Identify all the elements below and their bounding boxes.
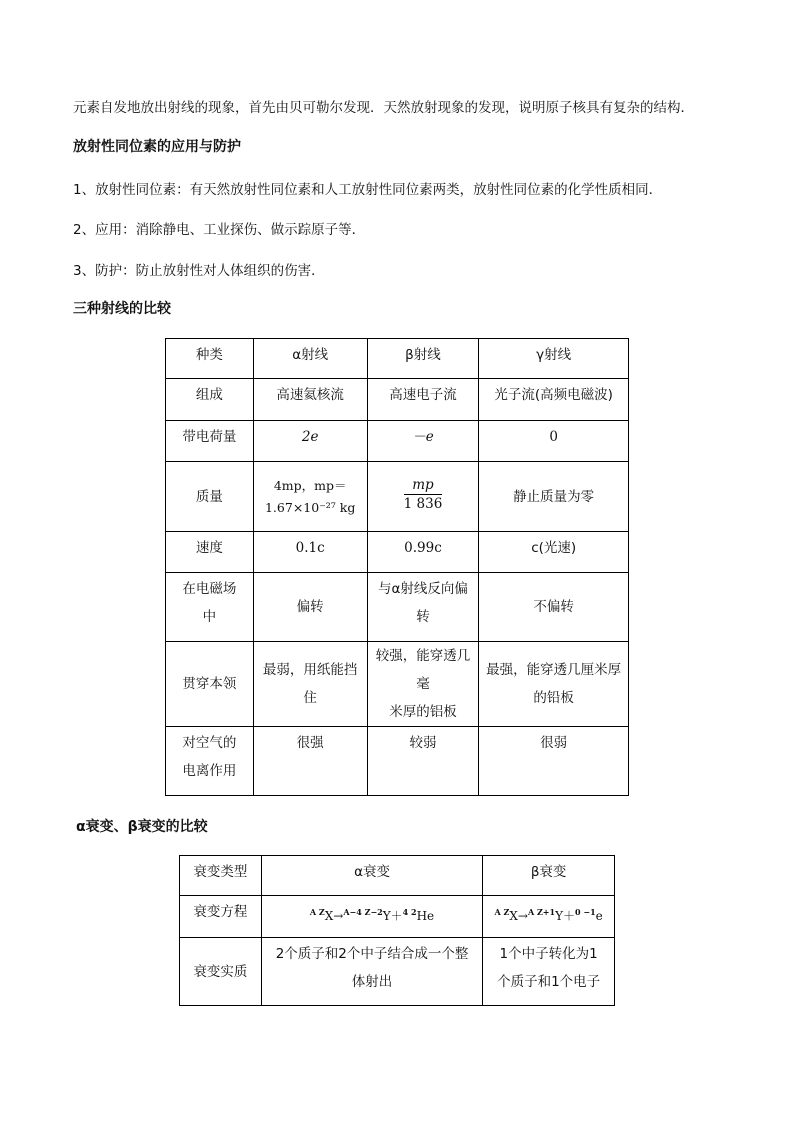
equation-term: X→ bbox=[509, 909, 528, 923]
cell-line: 较强，能穿透几毫 bbox=[375, 648, 471, 692]
row-label: 衰变实质 bbox=[180, 938, 262, 1006]
alpha-decay-equation bbox=[261, 896, 482, 938]
cell-line: 在电磁场 bbox=[182, 581, 237, 597]
cell-line: 米厚的铝板 bbox=[389, 704, 457, 720]
cell-alpha: 0.1c bbox=[253, 532, 367, 573]
cell-line: 2个质子和2个中子结合成一个整 bbox=[275, 946, 469, 962]
cell-gamma: 光子流(高频电磁波) bbox=[479, 379, 629, 421]
list-item-isotopes-def: 1、放射性同位素：有天然放射性同位素和人工放射性同位素两类，放射性同位素的化学性质相同． bbox=[73, 182, 663, 198]
cell-alpha-decay bbox=[261, 938, 482, 1006]
cell-gamma bbox=[479, 642, 629, 727]
cell-gamma: 很弱 bbox=[479, 727, 629, 796]
equation-term: X→ bbox=[324, 909, 344, 923]
header-cell-kind: 种类 bbox=[166, 339, 254, 379]
table-row-charge bbox=[166, 421, 629, 462]
row-label: 组成 bbox=[166, 379, 254, 421]
cell-line: 1.67×10⁻²⁷ kg bbox=[264, 499, 356, 515]
cell-line: 1个中子转化为1 bbox=[499, 946, 598, 962]
superscript: A Z bbox=[494, 907, 510, 917]
row-label: 衰变方程 bbox=[180, 896, 262, 938]
table-row-equation bbox=[180, 896, 615, 938]
row-label bbox=[166, 573, 254, 642]
header-cell-alpha-decay: α衰变 bbox=[261, 856, 482, 896]
cell-alpha: 偏转 bbox=[253, 573, 367, 642]
header-cell-gamma: γ射线 bbox=[479, 339, 629, 379]
cell-beta bbox=[367, 642, 479, 727]
row-label: 速度 bbox=[166, 532, 254, 573]
cell-line: 体射出 bbox=[351, 974, 393, 990]
mass-fraction bbox=[404, 476, 443, 513]
cell-line: 最弱，用纸能挡 bbox=[262, 662, 358, 678]
table-header-row bbox=[166, 339, 629, 379]
section-heading-isotopes: 放射性同位素的应用与防护 bbox=[73, 139, 241, 155]
cell-line: 个质子和1个电子 bbox=[497, 974, 601, 990]
superscript: 4 2 bbox=[402, 907, 417, 917]
section-heading-rays: 三种射线的比较 bbox=[73, 301, 171, 317]
cell-gamma: 0 bbox=[479, 421, 629, 462]
cell-line: 4mp，mp＝ bbox=[273, 477, 347, 493]
row-label: 质量 bbox=[166, 462, 254, 532]
equation-term: Y＋ bbox=[382, 909, 403, 923]
fraction-numerator: mp bbox=[404, 476, 443, 495]
intro-paragraph: 元素自发地放出射线的现象，首先由贝可勒尔发现．天然放射现象的发现，说明原子核具有复杂的结构． bbox=[73, 100, 694, 116]
superscript: A Z bbox=[309, 907, 325, 917]
rays-comparison-table bbox=[165, 338, 629, 796]
cell-alpha: 很强 bbox=[253, 727, 367, 796]
table-row-penetration bbox=[166, 642, 629, 727]
cell-beta: 0.99c bbox=[367, 532, 479, 573]
cell-gamma: 不偏转 bbox=[479, 573, 629, 642]
cell-beta-decay bbox=[483, 938, 615, 1006]
list-item-protection: 3、防护：防止放射性对人体组织的伤害． bbox=[73, 263, 325, 279]
cell-line: 对空气的 bbox=[182, 735, 237, 751]
superscript: A−4 Z−2 bbox=[343, 907, 383, 917]
equation-term: Y＋ bbox=[555, 909, 576, 923]
cell-line: 住 bbox=[303, 690, 317, 706]
table-row-composition bbox=[166, 379, 629, 421]
table-header-row bbox=[180, 856, 615, 896]
table-row-essence bbox=[180, 938, 615, 1006]
cell-line: 中 bbox=[202, 609, 217, 625]
row-label bbox=[166, 727, 254, 796]
cell-beta: 较弱 bbox=[367, 727, 479, 796]
cell-alpha bbox=[253, 462, 367, 532]
cell-gamma: c(光速) bbox=[479, 532, 629, 573]
table-row-ionization bbox=[166, 727, 629, 796]
section-heading-decay: α衰变、β衰变的比较 bbox=[76, 819, 208, 835]
equation-term: e bbox=[595, 909, 603, 923]
cell-line: 电离作用 bbox=[182, 763, 237, 779]
cell-beta: －e bbox=[367, 421, 479, 462]
beta-decay-equation bbox=[483, 896, 615, 938]
cell-alpha: 高速氦核流 bbox=[253, 379, 367, 421]
equation-term: He bbox=[416, 909, 435, 923]
cell-beta: 高速电子流 bbox=[367, 379, 479, 421]
decay-comparison-table bbox=[179, 855, 615, 1006]
header-cell-alpha: α射线 bbox=[253, 339, 367, 379]
cell-line: 转 bbox=[416, 609, 430, 625]
list-item-applications: 2、应用：消除静电、工业探伤、做示踪原子等． bbox=[73, 222, 366, 238]
table-row-mass bbox=[166, 462, 629, 532]
header-cell-beta-decay: β衰变 bbox=[483, 856, 615, 896]
cell-line: 的铅板 bbox=[533, 690, 574, 706]
cell-gamma: 静止质量为零 bbox=[479, 462, 629, 532]
cell-beta bbox=[367, 462, 479, 532]
row-label: 带电荷量 bbox=[166, 421, 254, 462]
table-row-speed bbox=[166, 532, 629, 573]
cell-line: 最强，能穿透几厘米厚 bbox=[486, 662, 622, 678]
header-cell-type: 衰变类型 bbox=[180, 856, 262, 896]
cell-line: 与α射线反向偏 bbox=[378, 581, 468, 597]
superscript: A Z+1 bbox=[527, 907, 556, 917]
cell-alpha: 2e bbox=[253, 421, 367, 462]
superscript: 0 −1 bbox=[575, 907, 596, 917]
header-cell-beta: β射线 bbox=[367, 339, 479, 379]
cell-alpha bbox=[253, 642, 367, 727]
table-row-field bbox=[166, 573, 629, 642]
row-label: 贯穿本领 bbox=[166, 642, 254, 727]
fraction-denominator: 1 836 bbox=[403, 495, 443, 512]
cell-beta bbox=[367, 573, 479, 642]
